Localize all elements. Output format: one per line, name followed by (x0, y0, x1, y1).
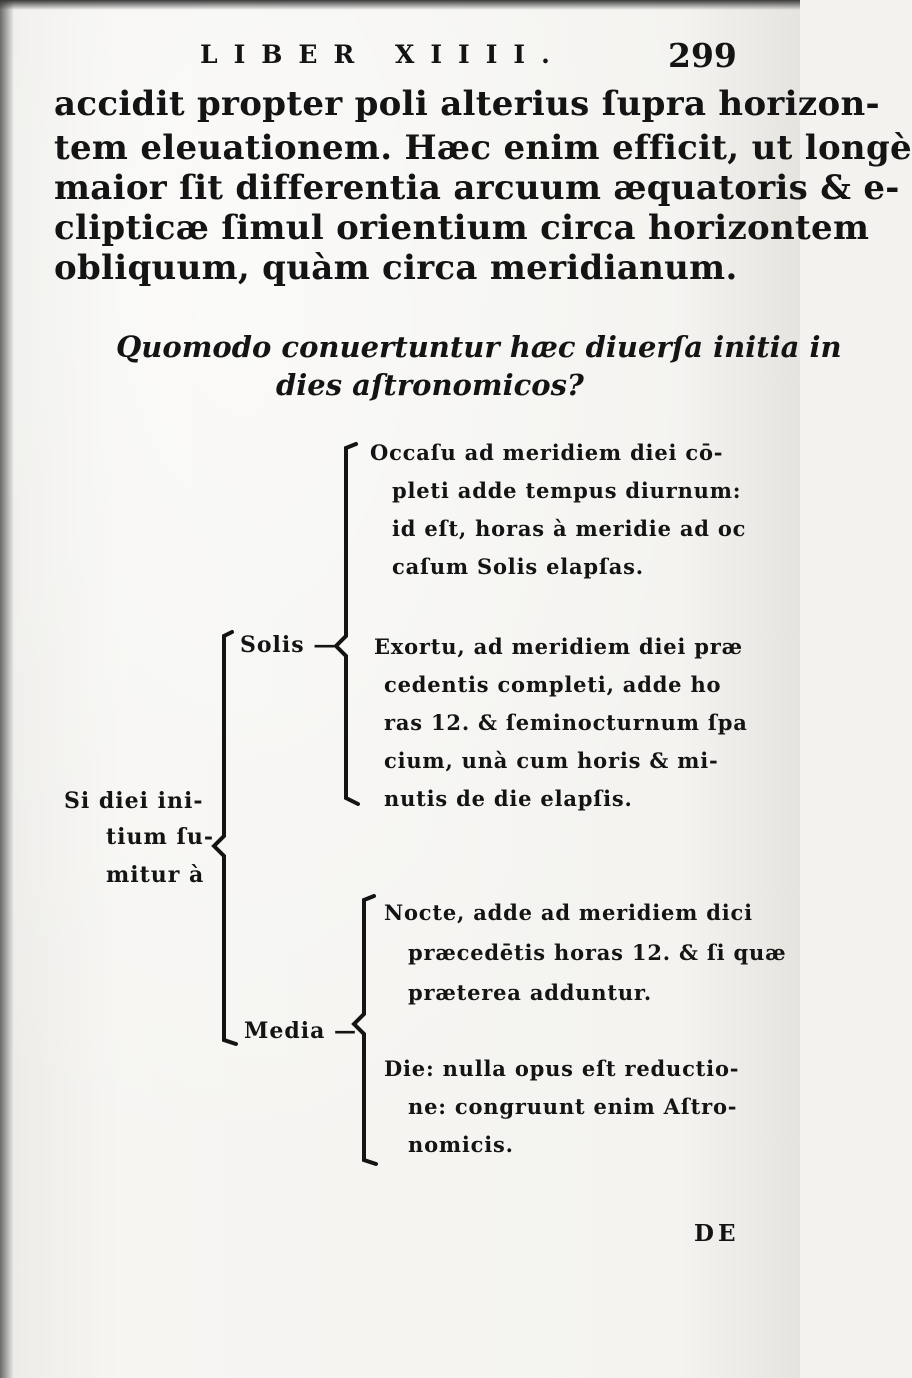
entry-line: Exortu, ad meridiem diei præ (374, 634, 743, 659)
entry-line: Die: nulla opus eſt reductio- (384, 1056, 740, 1081)
branch-label-media: Media — (244, 1018, 358, 1044)
body-line: tem eleuationem. Hæc enim efficit, ut longè (54, 128, 912, 168)
body-line: obliquum, quàm circa meridianum. (54, 248, 738, 288)
section-heading-line: Quomodo conuertuntur hæc diuerſa initia in (116, 330, 842, 364)
entry-line: præterea adduntur. (408, 980, 652, 1005)
entry-line: Nocte, adde ad meridiem dici (384, 900, 753, 925)
root-label-line: mitur à (106, 862, 205, 888)
catchword: DE (694, 1220, 740, 1247)
branch-label-solis: Solis — (240, 632, 337, 658)
entry-line: Occaſu ad meridiem diei cō- (370, 440, 724, 465)
entry-line: pleti adde tempus diurnum: (392, 478, 742, 503)
entry-line: cium, unà cum horis & mi- (384, 748, 719, 773)
entry-line: ras 12. & ſeminocturnum ſpa (384, 710, 748, 735)
body-line: accidit propter poli alterius ſupra horizon- (54, 84, 880, 124)
section-heading-line: dies aſtronomicos? (276, 368, 584, 402)
root-label-line: tium ſu- (106, 824, 215, 850)
media-brace (354, 896, 376, 1164)
entry-line: cedentis completi, adde ho (384, 672, 722, 697)
entry-line: præcedētis horas 12. & ſi quæ (408, 940, 787, 965)
running-head: LIBER XIIII. (200, 40, 566, 69)
entry-line: id eſt, horas à meridie ad oc (392, 516, 747, 541)
body-line: maior ſit differentia arcuum æquatoris & e- (54, 168, 900, 208)
solis-brace (336, 444, 358, 804)
entry-line: nomicis. (408, 1132, 514, 1157)
root-brace (214, 632, 236, 1044)
page-number: 299 (668, 36, 737, 75)
entry-line: caſum Solis elapſas. (392, 554, 644, 579)
body-line: clipticæ ſimul orientium circa horizontem (54, 208, 870, 248)
entry-line: nutis de die elapſis. (384, 786, 633, 811)
entry-line: ne: congruunt enim Aſtro- (408, 1094, 738, 1119)
root-label-line: Si diei ini- (64, 788, 204, 814)
